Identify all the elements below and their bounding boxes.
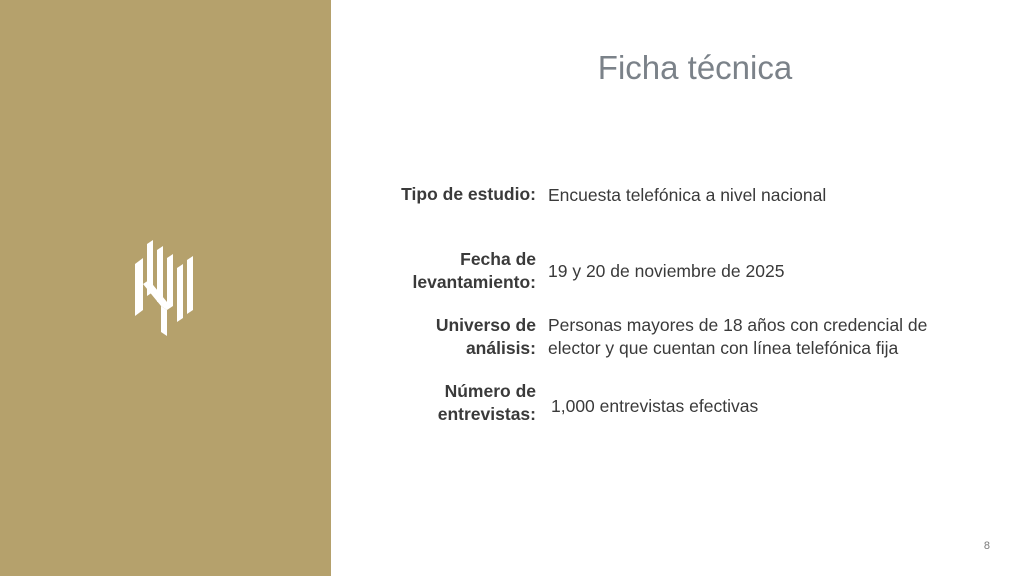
brand-logo-icon (133, 240, 197, 336)
label-line: Fecha de (460, 249, 536, 269)
value-line: Personas mayores de 18 años con credencial de (548, 315, 928, 335)
value-survey-date (548, 260, 784, 283)
value-analysis-universe (548, 314, 927, 360)
value-interview-count (551, 395, 758, 418)
value-line: Encuesta telefónica a nivel nacional (548, 185, 827, 205)
label-interview-count (438, 380, 536, 426)
value-line: elector y que cuentan con línea telefónica fija (548, 338, 899, 358)
label-line: análisis: (465, 338, 536, 358)
label-analysis-universe (436, 314, 536, 360)
label-line: Tipo de estudio: (401, 184, 536, 204)
label-line: entrevistas: (437, 404, 536, 424)
value-line: 19 y 20 de noviembre de 2025 (548, 261, 785, 281)
brand-side-panel (0, 0, 331, 576)
label-survey-date (413, 248, 537, 294)
label-line: Universo de (435, 315, 536, 335)
value-line: 1,000 entrevistas efectivas (551, 396, 759, 416)
page-number: 8 (983, 540, 990, 552)
value-study-type (548, 184, 826, 207)
label-line: Número de (444, 381, 536, 401)
slide-title: Ficha técnica (597, 49, 793, 86)
label-line: levantamiento: (412, 272, 536, 292)
label-study-type (401, 183, 536, 206)
